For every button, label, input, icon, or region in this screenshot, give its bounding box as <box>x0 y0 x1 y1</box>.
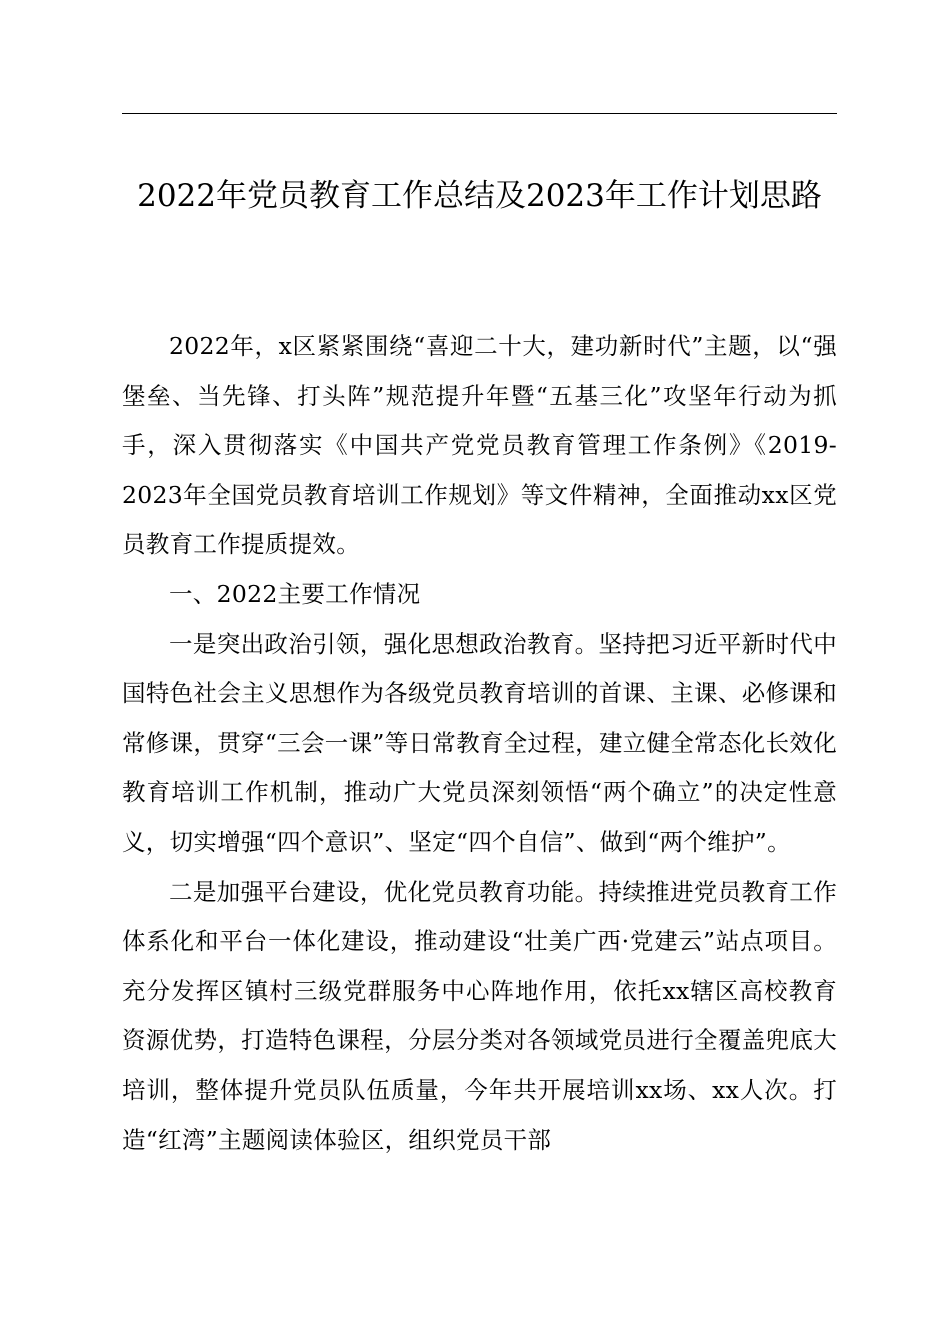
paragraph-political-guidance: 一是突出政治引领，强化思想政治教育。坚持把习近平新时代中国特色社会主义思想作为各级党员教育培训的首课、主课、必修课和常修课，贯穿“三会一课”等日常教育全过程，建立健全常态化长效化教育培训工作机制，推动广大党员深刻领悟“两个确立”的决定性意义，切实增强“四个意识”、坚定“四个自信”、做到“两个维护”。 <box>122 629 837 856</box>
paragraph-platform-building: 二是加强平台建设，优化党员教育功能。持续推进党员教育工作体系化和平台一体化建设，推动建设“壮美广西·党建云”站点项目。充分发挥区镇村三级党群服务中心阵地作用，依托xx辖区高校教育资源优势，打造特色课程，分层分类对各领域党员进行全覆盖兜底大培训，整体提升党员队伍质量，今年共开展培训xx场、xx人次。打造“红湾”主题阅读体验区，组织党员干部 <box>122 877 837 1154</box>
document-title: 2022年党员教育工作总结及2023年工作计划思路 <box>137 178 822 214</box>
section-heading: 一、2022主要工作情况 <box>169 579 421 608</box>
document-body <box>122 322 837 1165</box>
intro-paragraph: 2022年，x区紧紧围绕“喜迎二十大，建功新时代”主题，以“强堡垒、当先锋、打头阵”规范提升年暨“五基三化”攻坚年行动为抓手，深入贯彻落实《中国共产党党员教育管理工作条例》《2019-2023年全国党员教育培训工作规划》等文件精神，全面推动xx区党员教育工作提质提效。 <box>122 332 837 559</box>
header-rule <box>122 113 837 114</box>
